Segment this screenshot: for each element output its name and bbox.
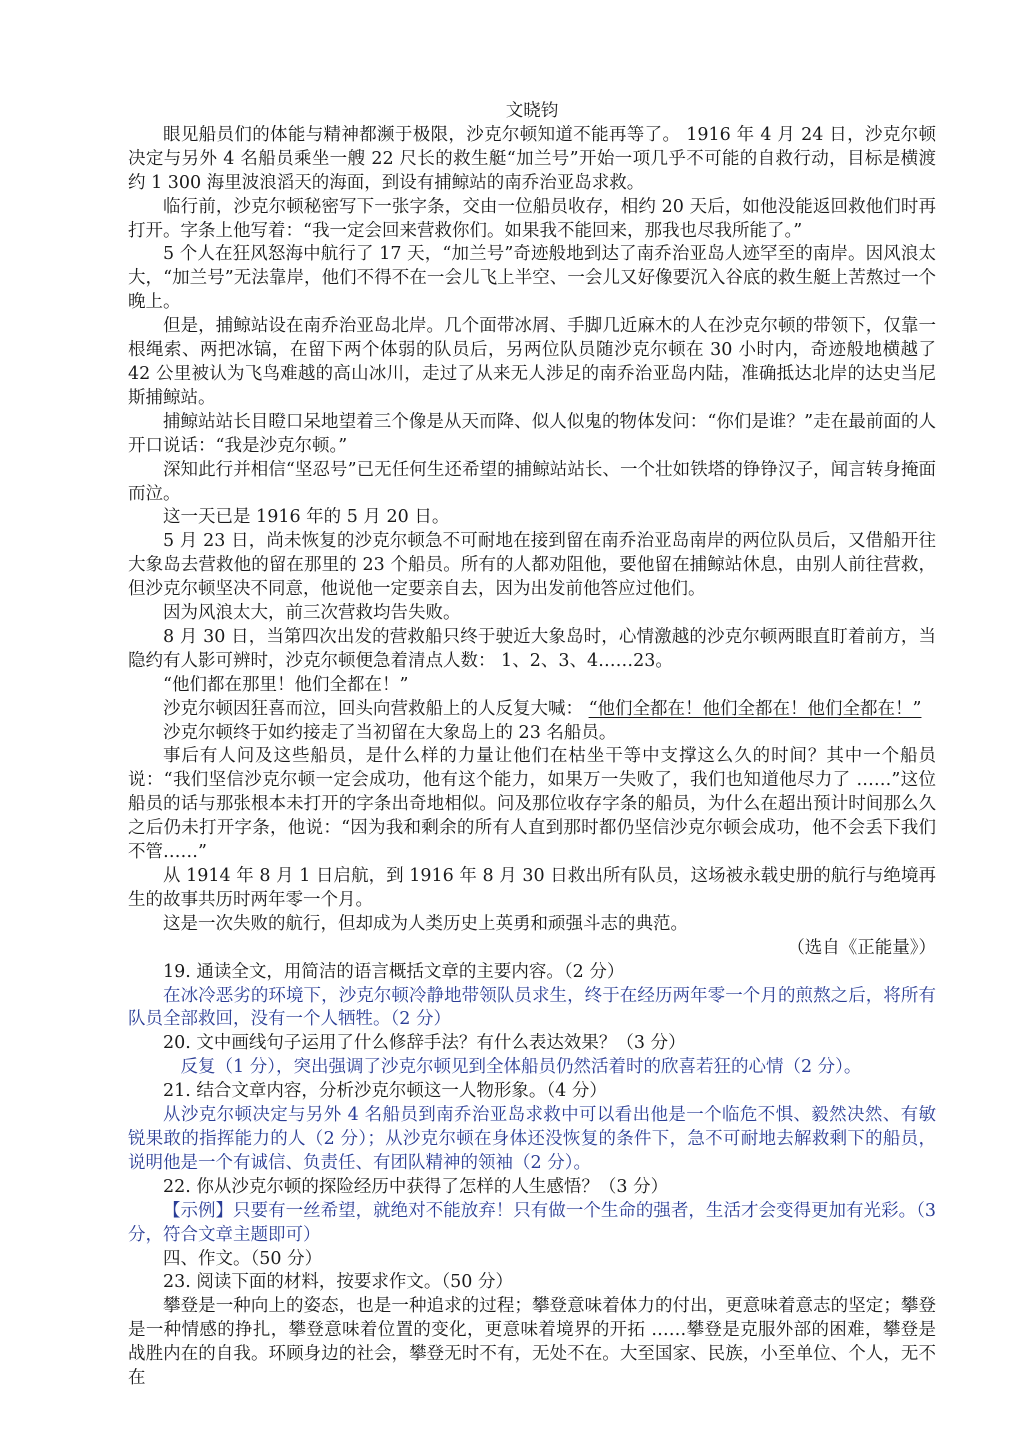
- question-23: 23. 阅读下面的材料，按要求作文。（50 分）: [163, 1272, 513, 1293]
- question-19: 19. 通读全文，用简洁的语言概括文章的主要内容。（2 分）: [163, 961, 625, 982]
- paragraph: 临行前，沙克尔顿秘密写下一张字条，交由一位船员收存，相约 20 天后，如他没能返回救他们时再打开。字条上他写着：“我一定会回来营救你们。如果我不能回来，那我也尽我所能了。”: [128, 196, 936, 241]
- paragraph: “他们都在那里！他们全都在！”: [163, 674, 409, 695]
- question-20: 20. 文中画线句子运用了什么修辞手法？有什么表达效果？（3 分）: [163, 1033, 686, 1054]
- source-citation: （选自《正能量》）: [787, 937, 936, 958]
- paragraph: 从 1914 年 8 月 1 日启航，到 1916 年 8 月 30 日救出所有队员，这场被永载史册的航行与绝境再生的故事共历时两年零一个月。: [128, 866, 936, 910]
- paragraph: 深知此行并相信“坚忍号”已无任何生还希望的捕鲸站站长、一个壮如铁塔的铮铮汉子，闻言转身掩面而泣。: [128, 459, 936, 504]
- paragraph: 眼见船员们的体能与精神都濒于极限，沙克尔顿知道不能再等了。 1916 年 4 月 24 日，沙克尔顿决定与另外 4 名船员乘坐一艘 22 尺长的救生艇“加兰号”开始一项几乎不可能的自救行动，目标是横渡约 1 300 海里波浪滔天的海面，到设有捕鲸站的南乔治亚岛求救。: [128, 124, 936, 193]
- question-21: 21. 结合文章内容，分析沙克尔顿这一人物形象。（4 分）: [163, 1081, 607, 1102]
- paragraph: 因为风浪太大，前三次营救均告失败。: [163, 603, 461, 624]
- paragraph: 但是，捕鲸站设在南乔治亚岛北岸。几个面带冰屑、手脚几近麻木的人在沙克尔顿的带领下，仅靠一根绳索、两把冰镐，在留下两个体弱的队员后，另两位队员随沙克尔顿在 30 小时内，奇迹般地横越了 42 公里被认为飞鸟难越的高山冰川，走过了从来无人涉足的南乔治亚岛内陆，准确抵达北岸的达史当尼斯捕鲸站。: [128, 316, 936, 408]
- answer-19: 在冰冷恶劣的环境下，沙克尔顿冷静地带领队员求生，终于在经历两年零一个月的煎熬之后，将所有队员全部救回，没有一个人牺牲。（2 分）: [128, 985, 936, 1030]
- paragraph: 这一天已是 1916 年的 5 月 20 日。: [163, 507, 450, 528]
- paragraph: 捕鲸站站长目瞪口呆地望着三个像是从天而降、似人似鬼的物体发问：“你们是谁？”走在最前面的人开口说话：“我是沙克尔顿。”: [128, 411, 936, 456]
- underlined-paragraph: [128, 698, 936, 722]
- paragraph: 5 月 23 日，尚未恢复的沙克尔顿急不可耐地在接到留在南乔治亚岛南岸的两位队员后，又借船开往大象岛去营救他的留在那里的 23 个船员。所有的人都劝阻他，要他留在捕鲸站休息，由别人前往营救，但沙克尔顿坚决不同意，他说他一定要亲自去，因为出发前他答应过他们。: [128, 531, 936, 600]
- section-heading: 四、作文。（50 分）: [163, 1248, 323, 1269]
- article-author: 文晓钧: [505, 101, 559, 121]
- answer-22: 【示例】只要有一丝希望，就绝对不能放弃！只有做一个生命的强者，生活才会变得更加有光彩。（3 分，符合文章主题即可）: [128, 1200, 936, 1245]
- essay-material: 攀登是一种向上的姿态，也是一种追求的过程；攀登意味着体力的付出，更意味着意志的坚定；攀登是一种情感的挣扎，攀登意味着位置的变化，更意味着境界的开拓 ……攀登是克服外部的困难，攀登是战胜内在的自我。环顾身边的社会，攀登无时不有，无处不在。大至国家、民族，小至单位、个人，无不在: [128, 1296, 936, 1389]
- paragraph: 8 月 30 日，当第四次出发的营救船只终于驶近大象岛时，心情激越的沙克尔顿两眼直盯着前方，当隐约有人影可辨时，沙克尔顿便急着清点人数： 1、2、3、4……23。: [128, 626, 936, 671]
- paragraph: 5 个人在狂风怒海中航行了 17 天，“加兰号”奇迹般地到达了南乔治亚岛人迹罕至的南岸。因风浪太大，“加兰号”无法靠岸，他们不得不在一会儿飞上半空、一会儿又好像要沉入谷底的救生艇上苦熬过一个晚上。: [128, 244, 936, 313]
- question-22: 22. 你从沙克尔顿的探险经历中获得了怎样的人生感悟？（3 分）: [163, 1176, 669, 1197]
- underlined-sentence: “他们全都在！他们全都在！他们全都在！”: [588, 698, 922, 719]
- answer-21: 从沙克尔顿决定与另外 4 名船员到南乔治亚岛求救中可以看出他是一个临危不惧、毅然决然、有敏锐果敢的指挥能力的人（2 分）；从沙克尔顿在身体还没恢复的条件下，急不可耐地去解救剩下的船员，说明他是一个有诚信、负责任、有团队精神的领袖（2 分）。: [128, 1105, 936, 1173]
- paragraph: 沙克尔顿终于如约接走了当初留在大象岛上的 23 名船员。: [163, 722, 617, 743]
- answer-20: 反复（1 分），突出强调了沙克尔顿见到全体船员仍然活着时的欣喜若狂的心情（2 分）。: [180, 1057, 862, 1078]
- document-content: [128, 100, 936, 1391]
- paragraph: 事后有人问及这些船员，是什么样的力量让他们在枯坐干等中支撑这么久的时间？其中一个船员说：“我们坚信沙克尔顿一定会成功，他有这个能力，如果万一失败了，我们也知道他尽力了 ……”这位船员的话与那张根本未打开的字条出奇地相似。问及那位收存字条的船员，为什么在超出预计时间那么久之后仍未打开字条，他说：“因为我和剩余的所有人直到那时都仍坚信沙克尔顿会成功，他不会丢下我们不管……”: [128, 746, 936, 863]
- paragraph-text: 沙克尔顿因狂喜而泣，回头向营救船上的人反复大喊：: [163, 698, 589, 719]
- paragraph: 这是一次失败的航行，但却成为人类历史上英勇和顽强斗志的典范。: [163, 913, 688, 934]
